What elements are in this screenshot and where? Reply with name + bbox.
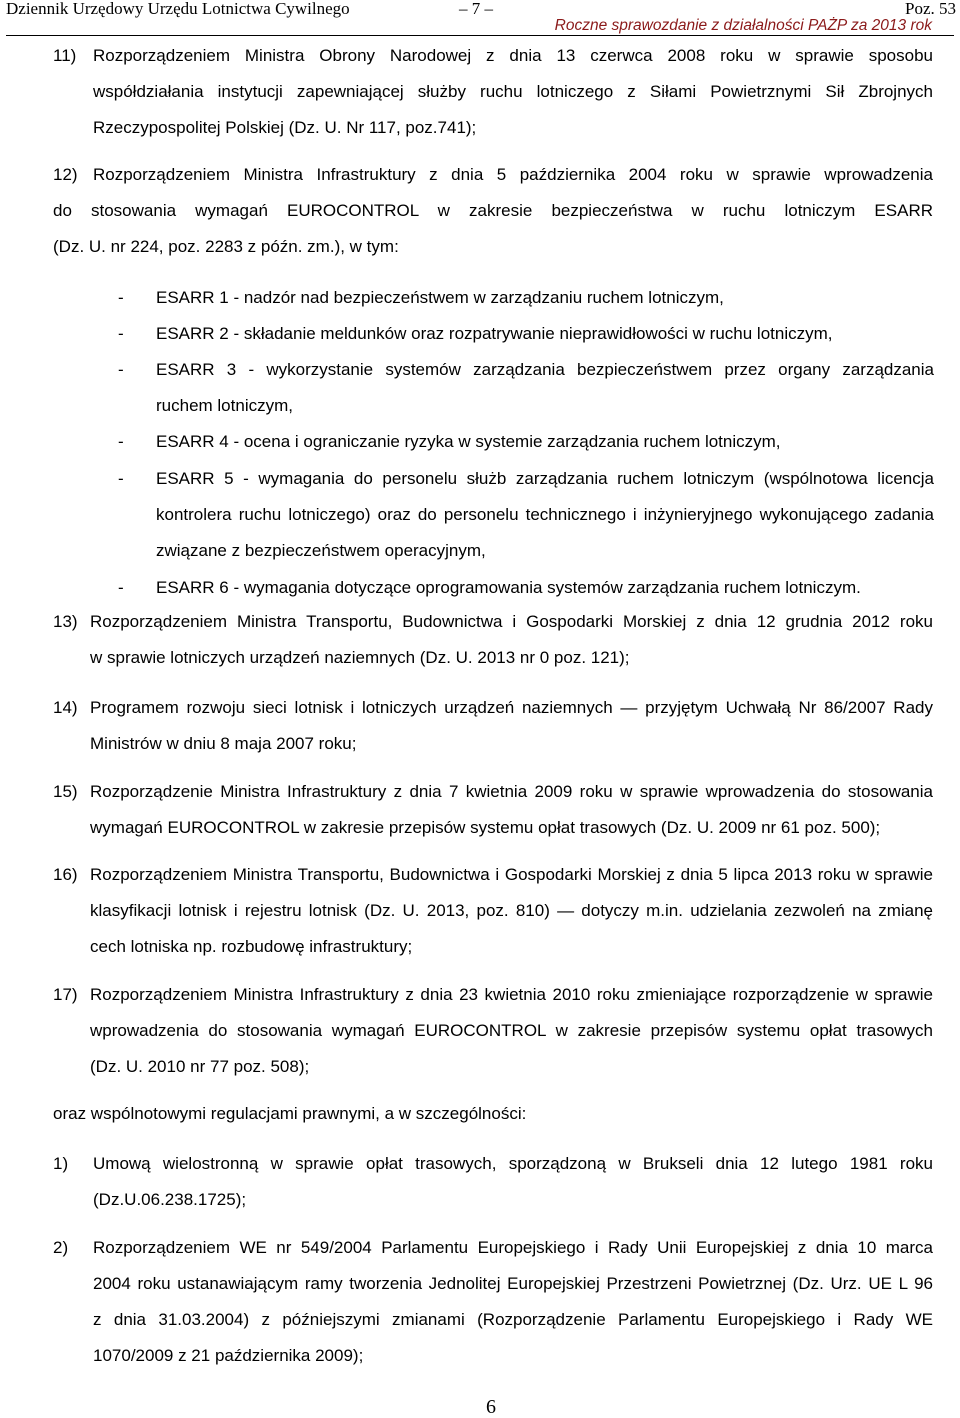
list-item-17 — [53, 977, 933, 1085]
item-line: w sprawie lotniczych urządzeń naziemnych (Dz. U. 2013 nr 0 poz. 121); — [90, 648, 630, 667]
item-line: Programem rozwoju sieci lotnisk i lotniczych urządzeń naziemnych — przyjętym Uchwałą Nr 86/2007 Rady — [90, 698, 933, 717]
item-number: 16) — [53, 865, 78, 884]
item-number: 12) — [53, 165, 78, 184]
bullet-line: ESARR 6 - wymagania dotyczące oprogramowania systemów zarządzania ruchem lotniczym. — [156, 578, 861, 597]
report-subtitle: Roczne sprawozdanie z działalności PAŻP za 2013 rok — [554, 17, 932, 34]
item-line: 2004 roku ustanawiającym ramy tworzenia Jednolitej Europejskiej Przestrzeni Powietrznej (Dz. Urz. UE L 96 — [93, 1274, 933, 1293]
position-number: Poz. 53 — [905, 0, 956, 18]
item-line: z dnia 31.03.2004) z późniejszymi zmianami (Rozporządzenie Parlamentu Europejskiego i Rady WE — [93, 1310, 933, 1329]
item-line: wprowadzenia do stosowania wymagań EUROCONTROL w zakresie przepisów systemu opłat trasowych — [90, 1021, 933, 1040]
item-number: 17) — [53, 985, 78, 1004]
list-item-12 — [53, 157, 933, 265]
list-item-13 — [53, 604, 933, 676]
item-number: 11) — [53, 46, 77, 65]
item-line: Ministrów w dniu 8 maja 2007 roku; — [90, 734, 357, 753]
bullet-dash: - — [118, 469, 124, 488]
item-line: (Dz. U. 2010 nr 77 poz. 508); — [90, 1057, 310, 1076]
item-line: Umową wielostronną w sprawie opłat trasowych, sporządzoną w Brukseli dnia 12 lutego 1981 roku — [93, 1154, 933, 1173]
header-page-number: – 7 – — [459, 0, 493, 18]
bullet-line: ruchem lotniczym, — [156, 396, 293, 415]
page-number: 6 — [486, 1396, 496, 1418]
list-item-14 — [53, 690, 933, 762]
eu-intro-text: oraz wspólnotowymi regulacjami prawnymi, a w szczególności: — [53, 1104, 527, 1123]
item-line: klasyfikacji lotnisk i rejestru lotnisk (Dz. U. 2013, poz. 810) — dotyczy m.in. udzielania zezwoleń na zmianę — [90, 901, 933, 920]
bullet-dash: - — [118, 360, 124, 379]
eu-intro — [53, 1096, 933, 1132]
item-line: Rozporządzeniem Ministra Transportu, Budownictwa i Gospodarki Morskiej z dnia 12 grudnia 2012 roku — [90, 612, 933, 631]
item-line: Rozporządzeniem Ministra Obrony Narodowej z dnia 13 czerwca 2008 roku w sprawie sposobu — [93, 46, 933, 65]
bullet-line: związane z bezpieczeństwem operacyjnym, — [156, 541, 486, 560]
item-line: Rozporządzeniem Ministra Infrastruktury z dnia 5 października 2004 roku w sprawie wprowadzenia — [93, 165, 933, 184]
header-divider — [6, 35, 954, 36]
item-line: Rzeczypospolitej Polskiej (Dz. U. Nr 117, poz.741); — [93, 118, 477, 137]
item-line: wymagań EUROCONTROL w zakresie przepisów systemu opłat trasowych (Dz. U. 2009 nr 61 poz. 500); — [90, 818, 881, 837]
item-number: 15) — [53, 782, 78, 801]
bullet-line: ESARR 4 - ocena i ograniczanie ryzyka w systemie zarządzania ruchem lotniczym, — [156, 432, 781, 451]
bullet-dash: - — [118, 578, 124, 597]
item-line: (Dz.U.06.238.1725); — [93, 1190, 247, 1209]
list-item-16 — [53, 857, 933, 965]
bullet-line: ESARR 1 - nadzór nad bezpieczeństwem w zarządzaniu ruchem lotniczym, — [156, 288, 724, 307]
bullet-line: kontrolera ruchu lotniczego) oraz do personelu technicznego i inżynieryjnego wykonującego zadania — [156, 505, 934, 524]
list-item-11 — [53, 38, 933, 146]
bullet-line: ESARR 5 - wymagania do personelu służb zarządzania ruchem lotniczym (wspólnotowa licencja — [156, 469, 934, 488]
journal-title: Dziennik Urzędowy Urzędu Lotnictwa Cywilnego — [6, 0, 350, 18]
item-line: 1070/2009 z 21 października 2009); — [93, 1346, 364, 1365]
item-line: cech lotniska np. rozbudowę infrastruktury; — [90, 937, 413, 956]
eu-list-item-2 — [53, 1230, 933, 1374]
item-number: 14) — [53, 698, 78, 717]
bullet-line: ESARR 2 - składanie meldunków oraz rozpatrywanie nieprawidłowości w ruchu lotniczym, — [156, 324, 833, 343]
item-number: 2) — [53, 1238, 69, 1257]
list-item-15 — [53, 774, 933, 846]
bullet-dash: - — [118, 288, 124, 307]
item-number: 1) — [53, 1154, 69, 1173]
item-number: 13) — [53, 612, 78, 631]
item-line: Rozporządzenie Ministra Infrastruktury z dnia 7 kwietnia 2009 roku w sprawie wprowadzenia do stosowania — [90, 782, 933, 801]
item-line: Rozporządzeniem WE nr 549/2004 Parlamentu Europejskiego i Rady Unii Europejskiej z dnia 10 marca — [93, 1238, 933, 1257]
eu-list-item-1 — [53, 1146, 933, 1218]
item-line: do stosowania wymagań EUROCONTROL w zakresie bezpieczeństwa w ruchu lotniczym ESARR — [53, 201, 933, 220]
bullet-line: ESARR 3 - wykorzystanie systemów zarządzania bezpieczeństwem przez organy zarządzania — [156, 360, 934, 379]
bullet-dash: - — [118, 324, 124, 343]
item-line: Rozporządzeniem Ministra Transportu, Budownictwa i Gospodarki Morskiej z dnia 5 lipca 2013 roku w sprawie — [90, 865, 933, 884]
item-line: współdziałania instytucji zapewniającej służby ruchu lotniczego z Siłami Powietrznymi Sił Zbrojnych — [93, 82, 933, 101]
item-line: (Dz. U. nr 224, poz. 2283 z późn. zm.), w tym: — [53, 237, 399, 256]
bullet-dash: - — [118, 432, 124, 451]
item-line: Rozporządzeniem Ministra Infrastruktury z dnia 23 kwietnia 2010 roku zmieniające rozporządzenie w sprawie — [90, 985, 933, 1004]
